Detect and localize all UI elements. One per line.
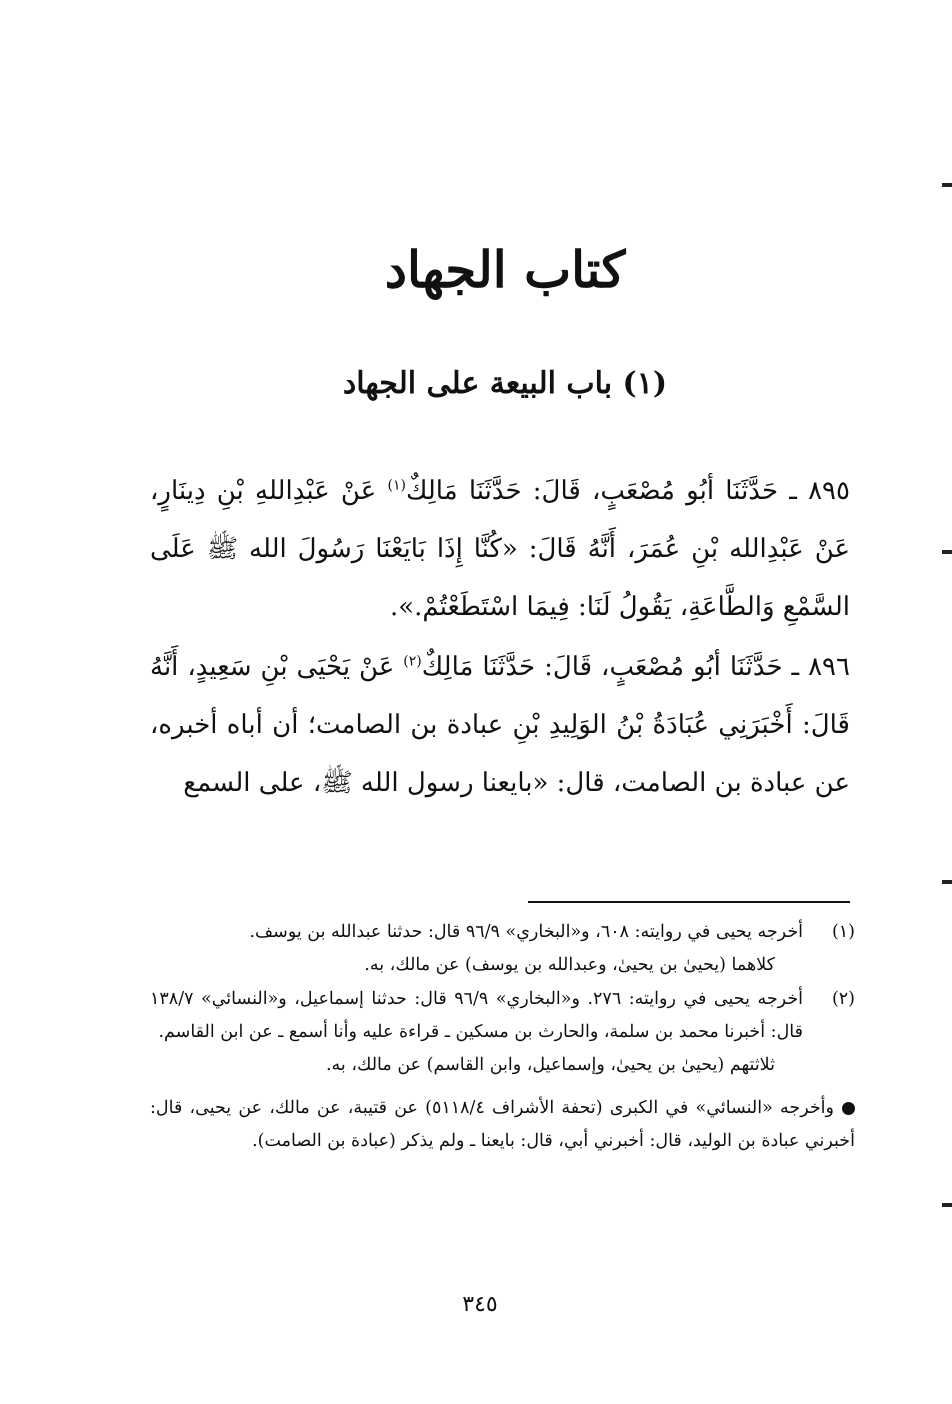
footnote-note: [150, 1092, 855, 1158]
footnote-note-text: وأخرجه «النسائي» في الكبرى (تحفة الأشراف ٥١١٨/٤) عن قتيبة، عن مالك، عن يحيى، قال: أخبرني عبادة بن الوليد، قال: أخبرني أبي، قال: بايعنا ـ ولم يذكر (عبادة بن الصامت).: [150, 1098, 855, 1151]
footnote-continuation: ثلاثتهم (يحيىٰ بن يحيىٰ، وإسماعيل، وابن القاسم) عن مالك، به.: [325, 1055, 775, 1075]
bullet-icon: [842, 1102, 855, 1115]
book-title: كتاب الجهاد: [384, 240, 626, 299]
footnote: [150, 916, 855, 982]
hadith-paragraph: [150, 638, 850, 812]
footnote-reference: (٢): [403, 653, 422, 670]
footnote-number: (٢): [831, 989, 855, 1009]
footnote-text: أخرجه يحيى في روايته: ٢٧٦. و«البخاري» ٩٦/٩ قال: حدثنا إسماعيل، و«النسائي» ١٣٨/٧ قال: أخبرنا محمد بن سلمة، والحارث بن مسكين ـ قراءة عليه وأنا أسمع ـ عن ابن القاسم.: [150, 989, 804, 1042]
hadith-number: ٨٩٥: [808, 476, 850, 506]
hadith-text: عَنْ عَبْدِاللهِ بْنِ دِينَارٍ، عَنْ عَبْدِالله بْنِ عُمَرَ، أَنَّهُ قَالَ: «كُنَّا إِذَا بَايَعْنَا رَسُولَ الله ﷺ عَلَى السَّمْعِ وَالطَّاعَةِ، يَقُولُ لَنَا: فِيمَا اسْتَطَعْتُمْ.».: [150, 476, 850, 622]
footnote-continuation: كلاهما (يحيىٰ بن يحيىٰ، وعبدالله بن يوسف) عن مالك، به.: [364, 955, 775, 975]
chapter-title: (١) باب البيعة على الجهاد: [342, 366, 668, 401]
footnote-reference: (١): [387, 477, 406, 494]
footnote-divider: [528, 901, 850, 903]
footnote: [150, 983, 855, 1082]
main-text: [150, 462, 850, 812]
page-number: ٣٤٥: [462, 1292, 498, 1317]
edge-mark: [942, 550, 952, 554]
footnotes: [150, 916, 855, 1158]
footnote-number: (١): [831, 922, 855, 942]
hadith-number: ٨٩٦: [808, 652, 850, 682]
footnote-text: أخرجه يحيى في روايته: ٦٠٨، و«البخاري» ٩٦/٩ قال: حدثنا عبدالله بن يوسف.: [249, 922, 803, 942]
hadith-paragraph: [150, 462, 850, 636]
edge-mark: [942, 183, 952, 187]
hadith-text: عَنْ يَحْيَى بْنِ سَعِيدٍ، أَنَّهُ قَالَ: أَخْبَرَنِي عُبَادَةُ بْنُ الوَلِيدِ بْنِ عبادة بن الصامت؛ أن أباه أخبره، عن عبادة بن الصامت، قال: «بايعنا رسول الله ﷺ، على السمع: [150, 652, 850, 798]
hadith-text: ـ حَدَّثَنَا أبُو مُصْعَبٍ، قَالَ: حَدَّثَنَا مَالِكٌ: [405, 476, 809, 506]
hadith-text: ـ حَدَّثَنَا أبُو مُصْعَبٍ، قَالَ: حَدَّثَنَا مَالِكٌ: [421, 652, 809, 682]
edge-mark: [942, 1203, 952, 1207]
edge-mark: [942, 880, 952, 884]
